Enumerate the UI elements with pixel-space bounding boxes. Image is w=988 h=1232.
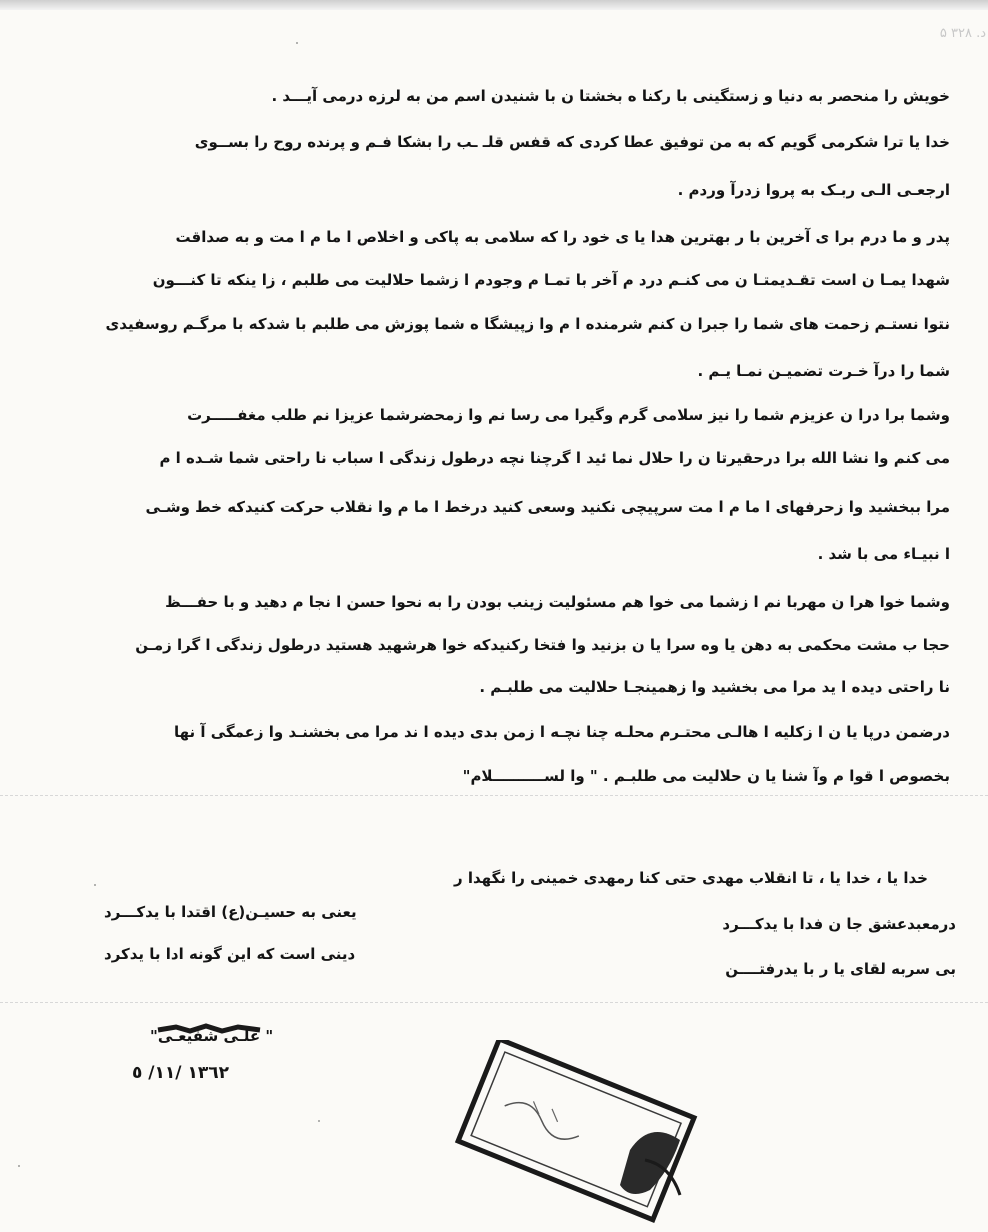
letter-line: شما را درآ خـرت تضمیـن نمـا یـم . bbox=[697, 362, 950, 380]
poem-verse-right: بی سربه لقای یا ر با یدرفتــــن bbox=[725, 960, 956, 978]
letter-line: پدر و ما درم برا ی آخرین با ر بهترین هدا یا ی خود را که سلامی به پاکی و اخلاص ا ما م ا مت و به صداقت bbox=[175, 228, 950, 246]
scan-speck bbox=[18, 1165, 20, 1167]
letter-line: مرا ببخشید وا زحرفهای ا ما م ا مت سرپیچی نکنید وسعی کنید درخط ا ما م وا نقلاب حرکت کنیدکه خط وشـی bbox=[145, 498, 950, 516]
corner-reference-mark: د. ۳۲۸ ۵ bbox=[939, 26, 986, 41]
letter-line: نتوا نستـم زحمت های شما را جبرا ن کنم شرمنده ا م وا زپیشگا ه شما پوزش می طلبم با شدکه با مرگـم روسفیدی bbox=[105, 315, 950, 333]
poem-verse-left: یعنی به حسیـن(ع) اقتدا با یدکـــرد bbox=[104, 903, 357, 921]
poem-verse-left: دینی است که این گونه ادا با یدکرد bbox=[104, 945, 356, 963]
letter-line: خویش را منحصر به دنیا و زستگینی با رکنا ه بخشتا ن با شنیدن اسم من به لرزه درمی آیـــد . bbox=[271, 87, 950, 105]
section-divider bbox=[0, 795, 988, 796]
scan-speck bbox=[318, 1120, 320, 1122]
poem-header: خدا یا ، خدا یا ، تا انقلاب مهدی حتی کنا رمهدی خمینی را نگهدا ر bbox=[454, 869, 928, 887]
letter-line: حجا ب مشت محکمی به دهن یا وه سرا یا ن بزنید وا فتخا رکنیدکه خوا هرشهید هستید درطول زندگی ا گرا زمـن bbox=[135, 636, 950, 654]
official-stamp bbox=[440, 1040, 730, 1230]
letter-line: وشما خوا هرا ن مهربا نم ا زشما می خوا هم مسئولیت زینب بودن را به نحوا حسن ا نجا م دهید و با حفـــظ bbox=[165, 593, 950, 611]
scan-speck bbox=[296, 42, 298, 44]
signature-date: ١٣٦٢ /١١/ ٥ bbox=[132, 1063, 229, 1083]
letter-line: ا نبیـاء می با شد . bbox=[817, 545, 950, 563]
letter-line: وشما برا درا ن عزیزم شما را نیز سلامی گرم وگیرا می رسا نم وا زمحضرشما عزیزا نم طلب مغفـــــرت bbox=[187, 406, 950, 424]
letter-line: ارجعـی الـی ربـک به پروا زدرآ وردم . bbox=[677, 181, 950, 199]
signature-name: " علـی شفیعـی" bbox=[150, 1027, 274, 1045]
scan-top-edge bbox=[0, 0, 988, 10]
letter-line: نا راحتی دیده ا ید مرا می بخشید وا زهمینجـا حلالیت می طلبـم . bbox=[479, 678, 950, 696]
section-divider bbox=[0, 1002, 988, 1003]
letter-line: درضمن درپا یا ن ا زکلیه ا هالـی محتـرم محلـه چنا نچـه ا زمن بدی دیده ا ند مرا می بخشنـد وا زعمگی آ نها bbox=[173, 723, 950, 741]
letter-line: خدا یا ترا شکرمی گویم که به من توفیق عطا کردی که قفس قلـ ـب را بشکا فـم و پرنده روح را بســوی bbox=[194, 133, 950, 151]
signature-scribble bbox=[156, 1022, 264, 1036]
letter-line: می کنم وا نشا الله برا درحقیرتا ن را حلال نما ئید ا گرچنا نچه درطول زندگی ا سباب نا راحتی شما شـده ا م bbox=[159, 449, 950, 467]
letter-line: بخصوص ا قوا م وآ شنا یا ن حلالیت می طلبـم . " وا لســــــــــلام" bbox=[462, 767, 950, 785]
poem-verse-right: درمعبدعشق جا ن فدا با یدکـــرد bbox=[722, 915, 956, 933]
letter-line: شهدا یمـا ن است تقـدیمتـا ن می کنـم درد م آخر با تمـا م وجودم ا زشما حلالیت می طلبم ، زا ینکه تا کنـــون bbox=[152, 271, 950, 289]
scan-speck bbox=[94, 884, 96, 886]
